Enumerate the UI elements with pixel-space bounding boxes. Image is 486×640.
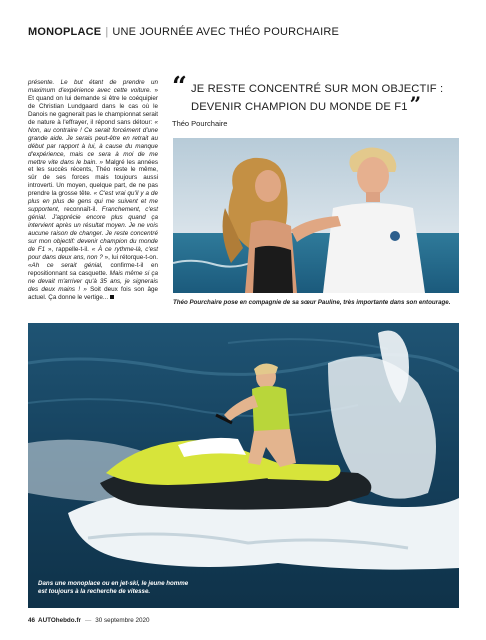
footer-separator: — xyxy=(84,617,92,624)
issue-date: 30 septembre 2020 xyxy=(95,617,150,624)
article-quote-fragment: présente. Le but étant de prendre un maximum d'expérience avec cette voiture. xyxy=(28,79,158,94)
article-quote-fragment: «Ah ce serait génial, xyxy=(28,261,103,269)
section-rubric: MONOPLACE xyxy=(28,26,102,38)
article-quote-fragment: « C'est vrai qu'il y a de plus en plus de gens qui me suivent et me supportent, xyxy=(28,190,158,214)
end-of-article-square-icon xyxy=(110,295,114,299)
photo-theo-and-sister xyxy=(173,138,459,293)
photo-jetski xyxy=(28,323,459,608)
photo-theo-and-sister-illustration xyxy=(173,138,459,293)
page-number: 46 xyxy=(28,617,36,624)
pull-quote-author: Théo Pourchaire xyxy=(172,119,228,128)
photo-caption-1: Théo Pourchaire pose en compagnie de sa sœur Pauline, très importante dans son entourage. xyxy=(173,299,451,306)
header-separator: | xyxy=(105,26,109,38)
pull-quote xyxy=(172,72,462,128)
section-subtitle: UNE JOURNÉE AVEC THÉO POURCHAIRE xyxy=(112,26,340,38)
article-text-fragment: reconnaît-il. xyxy=(59,206,102,214)
article-text-column xyxy=(28,79,158,302)
photo-jetski-illustration xyxy=(28,323,459,608)
article-text-fragment: Malgré les années et les succès récents, Théo reste le même, sûr de ses forces mais toujours aussi introverti. Un moyen, quelque part, de ne pas prendre la grosse tête. xyxy=(28,158,158,198)
photo-caption-2: Dans une monoplace ou en jet-ski, le jeune homme est toujours à la recherche de vitesse. xyxy=(38,580,189,595)
article-quote-fragment: « À ce rythme-là, c'est pour dans deux ans, non ? xyxy=(28,246,158,261)
article-text-fragment: », lui rétorque-t-on. xyxy=(102,253,159,261)
open-quote-icon: “ xyxy=(172,72,187,102)
article-paragraph xyxy=(28,79,158,302)
article-quote-fragment: « Non, au contraire ! Ce serait forcément d'une grande aide. Je serais peut-être en retrait au début par rapport à lui, à cause du manque d'expérience, mais ce sera à moi de me mettre vite dans le bain. » xyxy=(28,118,158,166)
article-text-fragment: » Et quand on lui demande si être le coéquipier de Christian Lundgaard dans le cas où le Danois ne gagnerait pas le championnat serait de nature à l'effrayer, il répond sans détour: xyxy=(28,86,158,126)
page-header xyxy=(28,26,468,40)
article-text-fragment: », rappelle-t-il. xyxy=(45,246,92,254)
article-quote-fragment: Franchement, c'est génial. J'apprécie encore plus quand ça intervient après un résultat moyen. Je ne vois aucune raison de changer. Je reste concentré sur mon objectif: devenir champion du monde de F1 xyxy=(28,206,158,254)
pull-quote-text: JE RESTE CONCENTRÉ SUR MON OBJECTIF : DEVENIR CHAMPION DU MONDE DE F1 xyxy=(190,83,444,113)
article-quote-fragment: Mais même si ça ne devait m'arriver qu'à 35 ans, je signerais des deux mains ! » xyxy=(28,269,158,293)
article-text-fragment: Soit deux fois son âge actuel. Ça donne le vertige... xyxy=(28,285,158,301)
page-footer xyxy=(28,617,150,627)
close-quote-icon: ” xyxy=(409,92,422,116)
magazine-name: AUTOhebdo.fr xyxy=(38,617,81,624)
article-text-fragment: confirme-t-il en repositionnant sa casquette. xyxy=(28,261,159,277)
